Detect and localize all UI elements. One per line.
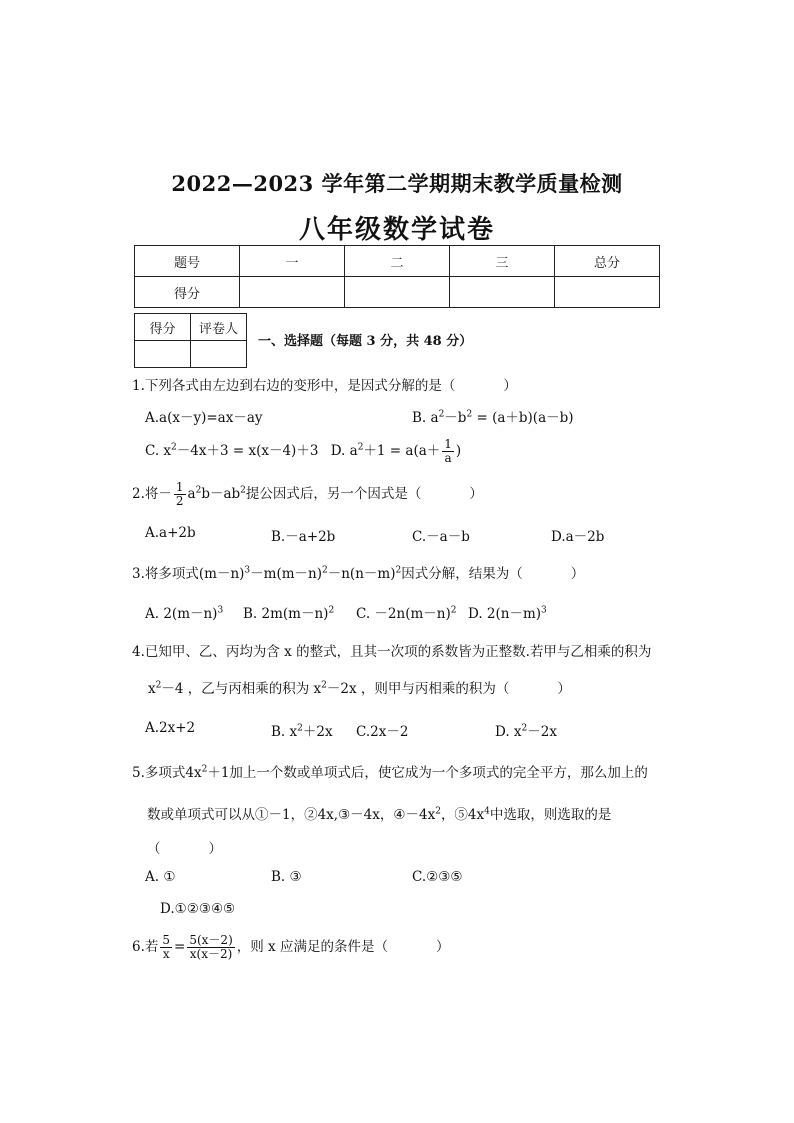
q3-option-d: D. $2(n-m)^3$ xyxy=(468,605,547,622)
q2-option-a: A.a+2b xyxy=(145,525,196,541)
q1-option-c: C. $x^2-4x+3 = x(x-4)+3$ xyxy=(145,442,319,459)
question-1-stem: 1.下列各式由左边到右边的变形中，是因式分解的是（ ） xyxy=(132,378,517,394)
fraction: $\frac{5}{x}$ xyxy=(162,933,171,961)
q2-option-b: B.－a+2b xyxy=(271,529,336,545)
q3-option-c: C. $-2n(m-n)^2$ xyxy=(356,605,457,622)
question-6-stem: 6.若 $\frac{5}{x}$ = $\frac{5(x-2)}{x(x-2)}$ ，则 x 应满足的条件是（ ） xyxy=(132,933,450,961)
q4-option-c: C.2x－2 xyxy=(356,724,409,740)
q1-option-d: D. $a^2+1 = a(a+$ $\frac{1}{a}$ ) xyxy=(330,437,462,465)
score-table xyxy=(134,245,660,308)
score-value-row xyxy=(135,277,660,308)
question-4-line-2: $x^2-4$ ，乙与丙相乘的积为 $x^2-2x$ ，则甲与丙相乘的积为（ ） xyxy=(148,680,571,697)
score-row-label: 得分 xyxy=(135,277,240,308)
score-cell[interactable] xyxy=(240,277,345,308)
fraction: $\frac{5(x-2)}{x(x-2)}$ xyxy=(189,933,233,961)
question-3-stem: 3.将多项式$(m-n)^3-m(m-n)^2-n(n-m)^2$因式分解，结果为（ ） xyxy=(132,565,585,582)
grader-name-cell[interactable] xyxy=(191,341,247,368)
score-header-cell: 一 xyxy=(240,246,345,277)
q5-option-c: C.②③⑤ xyxy=(412,869,463,885)
q2-option-d: D.a－2b xyxy=(551,529,605,545)
score-cell[interactable] xyxy=(555,277,660,308)
q4-option-a: A.2x+2 xyxy=(145,720,196,736)
q5-option-b: B. ③ xyxy=(271,869,302,885)
q4-option-d: D. $x^2-2x$ xyxy=(495,723,557,740)
question-5-line-2: 数或单项式可以从①－1，②4x,③－4x，$④-4x^2$，$⑤4x^4$中选取，则选取的是 xyxy=(147,806,612,823)
question-5-line-1: 5.多项式$4x^2+1$加上一个数或单项式后，使它成为一个多项式的完全平方，那么加上的 xyxy=(132,764,648,781)
score-header-cell: 题号 xyxy=(135,246,240,277)
grader-name-label: 评卷人 xyxy=(191,314,247,341)
fraction: $\frac{1}{a}$ xyxy=(444,437,452,465)
q3-option-b: B. $2m(m-n)^2$ xyxy=(243,605,335,622)
score-header-cell: 总分 xyxy=(555,246,660,277)
section-heading: 一、选择题（每题 3 分，共 48 分） xyxy=(258,334,473,349)
score-header-cell: 三 xyxy=(450,246,555,277)
score-header-row xyxy=(135,246,660,277)
grader-table xyxy=(134,313,247,368)
q4-option-b: B. $x^2+2x$ xyxy=(271,723,333,740)
grader-score-cell[interactable] xyxy=(135,341,191,368)
grader-value-row xyxy=(135,341,247,368)
q3-option-a: A. $2(m-n)^3$ xyxy=(145,605,224,622)
question-5-answer-paren: （ ） xyxy=(147,841,222,857)
q1-option-a: A.a(x－y)=ax－ay xyxy=(145,410,263,426)
exam-title: 2022—2023 学年第二学期期末教学质量检测 xyxy=(171,171,623,196)
question-4-line-1: 4.已知甲、乙、丙均为含 x 的整式，且其一次项的系数皆为正整数.若甲与乙相乘的积为 xyxy=(132,644,652,660)
exam-subtitle: 八年级数学试卷 xyxy=(298,215,495,245)
score-cell[interactable] xyxy=(345,277,450,308)
grader-header-row xyxy=(135,314,247,341)
q2-option-c: C.－a－b xyxy=(412,529,470,545)
grader-score-label: 得分 xyxy=(135,314,191,341)
q1-option-c-d xyxy=(145,438,461,465)
question-2-stem: 2.将－ $\frac{1}{2}$ $a^2b-ab^2$提公因式后，另一个因式是（ ） xyxy=(132,480,483,508)
q5-option-d: D.①②③④⑤ xyxy=(160,901,236,917)
score-cell[interactable] xyxy=(450,277,555,308)
fraction: $\frac{1}{2}$ xyxy=(175,480,184,508)
q5-option-a: A. ① xyxy=(145,869,176,885)
q1-option-b: B. $a^2-b^2 = (a+b)(a-b)$ xyxy=(412,409,574,426)
score-header-cell: 二 xyxy=(345,246,450,277)
